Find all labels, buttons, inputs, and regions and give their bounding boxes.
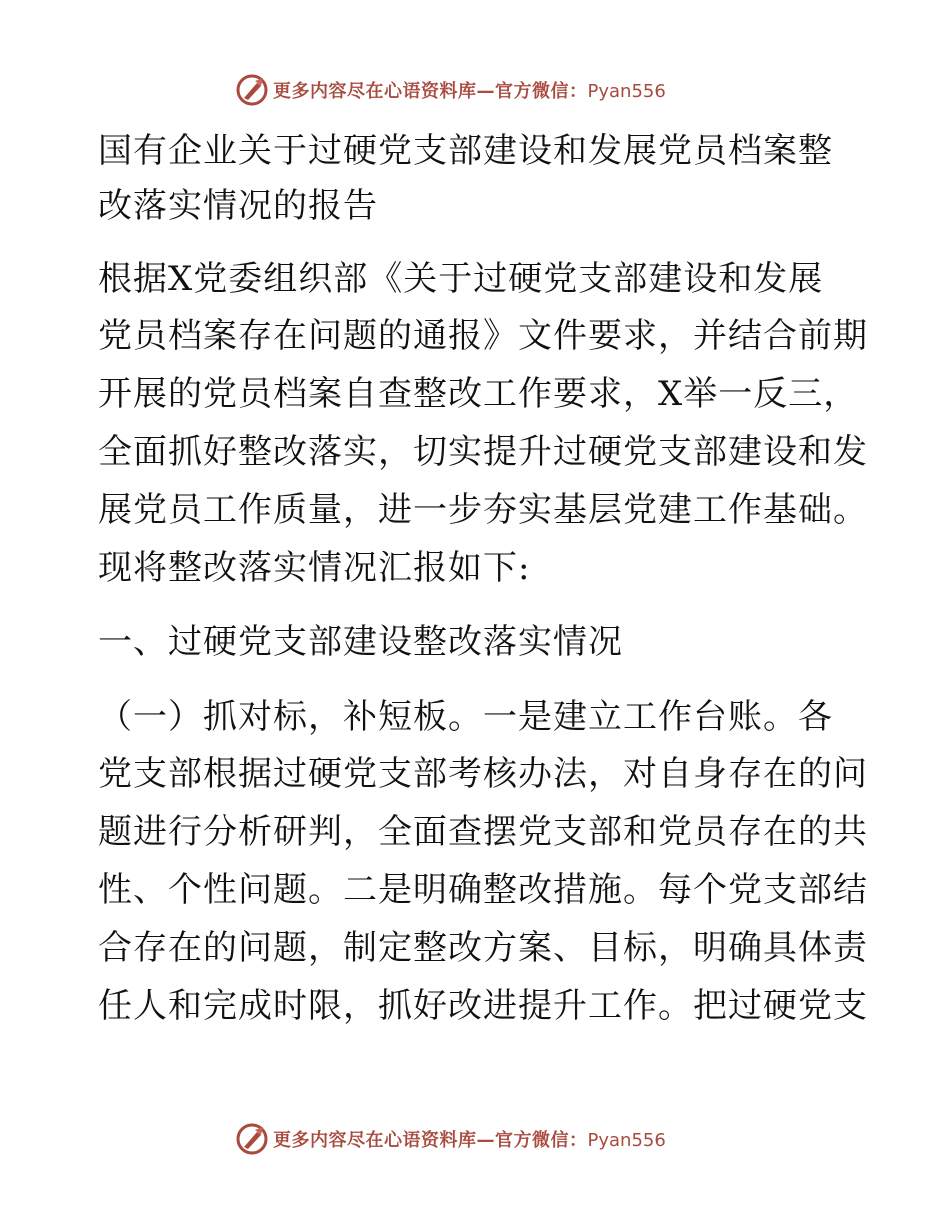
- watermark-text: 更多内容尽在心语资料库—官方微信：: [273, 81, 588, 102]
- intro-line-6: 现将整改落实情况汇报如下:: [98, 548, 531, 588]
- section-line-1: （一）抓对标，补短板。一是建立工作台账。各: [98, 697, 833, 737]
- watermark-wechat-id: Pyan556: [587, 1130, 666, 1151]
- section-line-3: 题进行分析研判，全面查摆党支部和党员存在的共: [98, 812, 868, 852]
- intro-line-1: 根据X党委组织部《关于过硬党支部建设和发展: [98, 259, 824, 299]
- intro-line-4: 全面抓好整改落实，切实提升过硬党支部建设和发: [98, 432, 868, 472]
- intro-line-2: 党员档案存在问题的通报》文件要求，并结合前期: [98, 316, 868, 356]
- section-line-4: 性、个性问题。二是明确整改措施。每个党支部结: [98, 870, 868, 910]
- footer-watermark: [235, 1121, 666, 1157]
- header-watermark: [235, 72, 666, 108]
- logo-icon: [235, 73, 269, 107]
- section-heading: 一、过硬党支部建设整改落实情况: [98, 622, 623, 662]
- watermark-wechat-id: Pyan556: [587, 81, 666, 102]
- logo-icon: [235, 1122, 269, 1156]
- document-title-line-1: 国有企业关于过硬党支部建设和发展党员档案整: [98, 131, 833, 171]
- intro-line-5: 展党员工作质量，进一步夯实基层党建工作基础。: [98, 490, 868, 530]
- section-line-6: 任人和完成时限，抓好改进提升工作。把过硬党支: [98, 986, 868, 1026]
- section-line-2: 党支部根据过硬党支部考核办法，对自身存在的问: [98, 754, 868, 794]
- watermark-text: 更多内容尽在心语资料库—官方微信：: [273, 1130, 588, 1151]
- document-title-line-2: 改落实情况的报告: [98, 186, 378, 226]
- section-line-5: 合存在的问题，制定整改方案、目标，明确具体责: [98, 928, 868, 968]
- intro-line-3: 开展的党员档案自查整改工作要求，X举一反三，: [98, 374, 859, 414]
